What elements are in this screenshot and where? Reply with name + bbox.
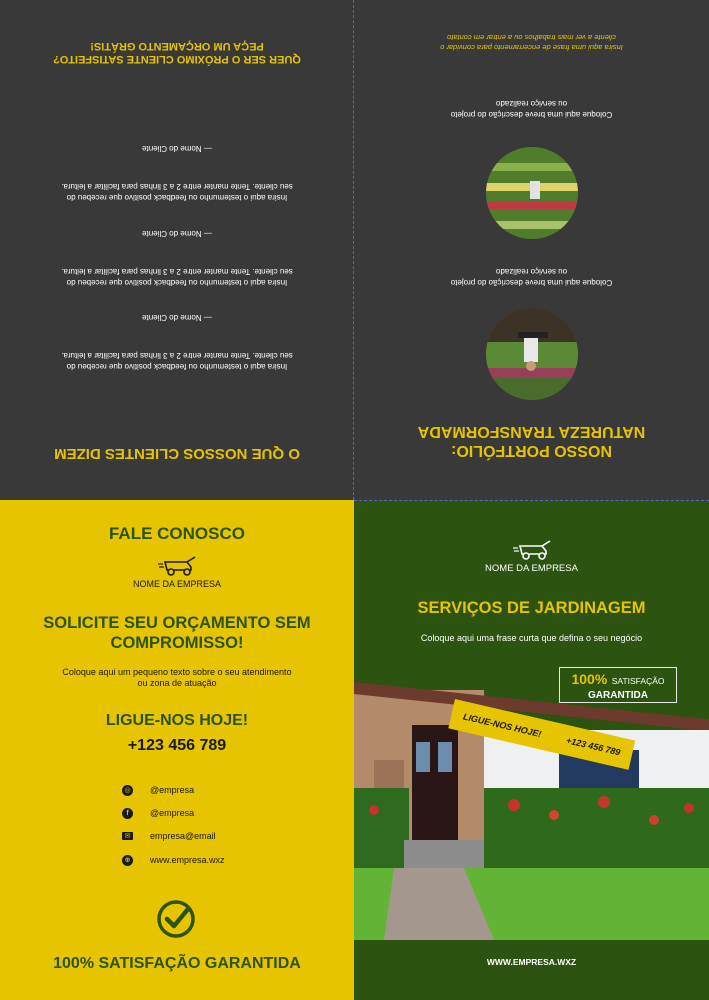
portfolio-photo-gardener (486, 308, 578, 400)
project-description: Coloque aqui uma breve descrição do projeto ou serviço realizado (450, 267, 613, 287)
testimonials-heading: O QUE NOSSOS CLIENTES DIZEM (54, 445, 300, 462)
cover-title: SERVIÇOS DE JARDINAGEM (417, 599, 646, 617)
fold-line-horizontal (354, 500, 709, 501)
quote-headline: SOLICITE SEU ORÇAMENTO SEM COMPROMISSO! (43, 614, 311, 652)
contact-facebook[interactable]: f @empresa (122, 806, 194, 820)
company-name: NOME DA EMPRESA (485, 563, 578, 574)
contact-website[interactable]: ⊕ www.empresa.wxz (122, 853, 225, 867)
badge-guarantee: GARANTIDA (588, 690, 648, 701)
contact-title: FALE CONOSCO (108, 524, 245, 543)
service-description: Coloque aqui um pequeno texto sobre o seu atendimento ou zona de atuação (62, 667, 292, 688)
call-us-label: LIGUE-NOS HOJE! (105, 712, 249, 729)
email-icon: ✉ (122, 832, 133, 840)
lawnmower-logo-icon (512, 540, 552, 560)
contact-panel (0, 500, 354, 1000)
testimonial-text: Insira aqui o testemunho ou feedback positivo que recebeu do seu cliente. Tente manter entre 2 a 3 linhas para facilitar a leitura. (61, 182, 293, 202)
badge-satisfaction: SATISFAÇÃO (611, 676, 665, 686)
project-description: Coloque aqui uma breve descrição do projeto ou serviço realizado (450, 99, 613, 119)
satisfaction-badge (559, 667, 677, 703)
testimonial-author: — Nome do Cliente (142, 313, 212, 322)
house-photo (354, 670, 709, 940)
banner-call-label: LIGUE-NOS HOJE! (462, 711, 543, 740)
testimonial-text: Insira aqui o testemunho ou feedback positivo que recebeu do seu cliente. Tente manter entre 2 a 3 linhas para facilitar a leitura. (61, 267, 293, 287)
phone-number[interactable]: +123 456 789 (127, 737, 227, 754)
fold-line-vertical (353, 0, 354, 500)
company-name: NOME DA EMPRESA (132, 579, 222, 589)
portfolio-heading: NOSSO PORTFÓLIO: NATUREZA TRANSFORMADA (417, 423, 646, 459)
testimonials-panel (0, 0, 354, 500)
contact-instagram[interactable]: ◎ @empresa (122, 783, 194, 797)
cover-panel (354, 500, 709, 1000)
website-url[interactable]: WWW.EMPRESA.WXZ (486, 957, 577, 967)
quote-cta: QUER SER O PRÓXIMO CLIENTE SATISFEITO? PEÇA UM ORÇAMENTO GRÁTIS! (53, 40, 301, 65)
contact-email[interactable]: ✉ empresa@email (122, 829, 216, 843)
facebook-icon: f (122, 808, 133, 819)
satisfaction-guarantee: 100% SATISFAÇÃO GARANTIDA (53, 955, 301, 972)
banner-phone: +123 456 789 (565, 735, 622, 758)
check-circle-icon (156, 899, 196, 939)
testimonial-author: — Nome do Cliente (142, 144, 212, 153)
testimonial-text: Insira aqui o testemunho ou feedback positivo que recebeu do seu cliente. Tente manter entre 2 a 3 linhas para facilitar a leitura. (61, 351, 293, 371)
testimonial-author: — Nome do Cliente (142, 229, 212, 238)
badge-percent: 100% (571, 671, 608, 687)
instagram-icon: ◎ (122, 785, 133, 796)
cover-tagline: Coloque aqui uma frase curta que defina o seu negócio (420, 633, 643, 643)
web-icon: ⊕ (122, 855, 133, 866)
portfolio-photo-garden (486, 147, 578, 239)
portfolio-panel (354, 0, 709, 500)
lawnmower-logo-icon (157, 556, 197, 576)
portfolio-closing: Insira aqui uma frase de encerramento para convidar o cliente a ver mais trabalhos ou a entrar em contato (440, 33, 623, 52)
